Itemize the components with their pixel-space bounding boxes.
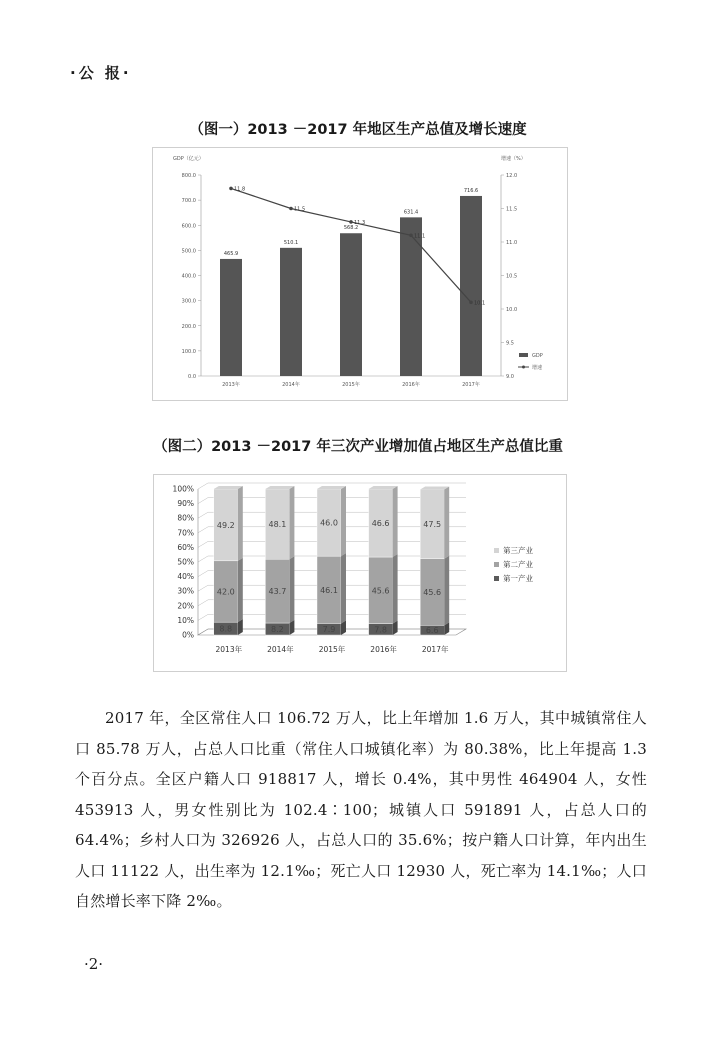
gdp-bar-label: 631.4 (403, 209, 419, 216)
segment-side (444, 556, 449, 626)
gdp-bar (340, 233, 362, 376)
x-tick-label: 2014年 (282, 382, 300, 388)
y-tick-label: 20% (177, 601, 194, 611)
right-tick-label: 11.0 (506, 240, 518, 246)
gdp-bar (220, 259, 242, 376)
growth-point-label: 11.3 (354, 219, 366, 226)
x-tick-label: 2016年 (402, 382, 420, 388)
growth-point-label: 10.1 (474, 300, 486, 307)
segment-side (289, 556, 294, 623)
left-tick-label: 0.0 (188, 374, 196, 380)
right-tick-label: 10.5 (506, 273, 518, 280)
legend-label: 第三产业 (503, 546, 533, 555)
grid-diagonal (198, 556, 208, 562)
growth-point (469, 301, 473, 305)
legend-gdp-swatch (519, 353, 528, 357)
y-tick-label: 90% (177, 499, 194, 509)
growth-point-label: 11.5 (294, 206, 306, 213)
y-tick-label: 30% (177, 586, 194, 596)
segment-side (393, 554, 398, 624)
figure2-title: （图二）2013 －2017 年三次产业增加值占地区生产总值比重 (153, 439, 563, 455)
x-tick-label: 2013年 (222, 382, 240, 388)
legend-label: 第一产业 (503, 574, 533, 583)
left-tick-label: 500.0 (181, 248, 196, 255)
gdp-bar-label: 465.9 (223, 250, 239, 257)
left-tick-label: 600.0 (181, 223, 196, 230)
grid-diagonal (198, 483, 208, 489)
right-tick-label: 9.0 (506, 374, 514, 380)
right-tick-label: 9.5 (506, 340, 514, 347)
y-tick-label: 60% (177, 542, 194, 552)
industry-share-chart-svg (154, 475, 566, 671)
segment-label: 48.1 (268, 520, 287, 530)
left-tick-label: 100.0 (181, 348, 196, 355)
legend-swatch (494, 576, 499, 581)
segment-label: 43.7 (268, 587, 287, 597)
growth-point (409, 234, 413, 238)
x-tick-label: 2013年 (215, 645, 243, 654)
bar-top (420, 486, 449, 489)
bar-top (265, 486, 294, 489)
body-text (75, 703, 647, 917)
left-tick-label: 800.0 (181, 173, 196, 179)
legend-growth-marker (522, 366, 525, 369)
population-paragraph: 2017 年，全区常住人口 106.72 万人，比上年增加 1.6 万人，其中城镇常住人口 85.78 万人，占总人口比重（常住人口城镇化率）为 80.38%，比上年提高 1.3 个百分点。全区户籍人口 918817 人，增长 0.4%，其中男性 464904 人，女性 453913 人，男女性别比为 102.4∶100；城镇人口 591891 人，占总人口的 64.4%；乡村人口为 326926 人，占总人口的 35.6%；按户籍人口计算，年内出生人口 11122 人，出生率为 12.1‰；死亡人口 12930 人，死亡率为 14.1‰；人口自然增长率下降 2‰。 (75, 709, 647, 910)
gdp-bar-label: 510.1 (283, 239, 299, 246)
y-tick-label: 50% (177, 557, 194, 567)
x-tick-label: 2017年 (462, 382, 480, 388)
legend-swatch (494, 562, 499, 567)
gdp-bar-label: 568.2 (343, 225, 359, 232)
legend-gdp-label: GDP (532, 353, 543, 359)
segment-side (444, 486, 449, 558)
figure1-title: （图一）2013 －2017 年地区生产总值及增长速度 (189, 122, 527, 138)
segment-label: 8.8 (219, 624, 233, 634)
legend-swatch (494, 548, 499, 553)
growth-point-label: 11.1 (414, 233, 426, 240)
bar-top (317, 486, 346, 489)
grid-diagonal (198, 498, 208, 504)
grid-diagonal (198, 571, 208, 577)
x-tick-label: 2016年 (370, 645, 397, 654)
segment-label: 7.9 (322, 625, 336, 635)
segment-side (341, 553, 346, 623)
page-number: ·2· (84, 955, 104, 973)
x-tick-label: 2015年 (318, 645, 346, 654)
left-tick-label: 400.0 (181, 273, 196, 280)
growth-point-label: 11.8 (234, 186, 246, 193)
segment-label: 47.5 (423, 520, 442, 530)
segment-label: 45.6 (371, 586, 390, 596)
segment-label: 6.6 (425, 626, 439, 636)
left-tick-label: 200.0 (181, 323, 196, 330)
gdp-bar (400, 217, 422, 376)
gdp-bar-label: 716.6 (463, 187, 479, 194)
grid-diagonal (198, 512, 208, 518)
grid-diagonal (198, 600, 208, 606)
right-axis-title: 增速（%） (501, 156, 526, 162)
segment-label: 45.6 (423, 588, 442, 598)
segment-side (238, 486, 243, 561)
segment-side (393, 486, 398, 557)
growth-point (289, 207, 293, 211)
growth-point (229, 187, 233, 191)
bar-top (214, 486, 243, 489)
right-tick-label: 10.0 (506, 307, 518, 313)
right-tick-label: 11.5 (506, 206, 518, 213)
x-tick-label: 2017年 (421, 645, 449, 654)
grid-diagonal (198, 614, 208, 620)
bar-top (369, 486, 398, 489)
gdp-bar (460, 196, 482, 376)
left-tick-label: 300.0 (181, 298, 196, 305)
section-header: ·公 报· (70, 64, 132, 82)
segment-side (341, 486, 346, 556)
segment-label: 8.2 (271, 625, 284, 635)
legend-growth-label: 增速 (532, 365, 543, 371)
segment-side (238, 558, 243, 622)
segment-label: 42.0 (216, 587, 235, 597)
industry-share-chart (153, 474, 567, 672)
y-tick-label: 10% (177, 615, 194, 625)
segment-side (289, 486, 294, 559)
gdp-bar (280, 248, 302, 376)
grid-diagonal (198, 541, 208, 547)
legend-label: 第二产业 (503, 560, 533, 569)
grid-diagonal (198, 585, 208, 591)
segment-label: 7.8 (374, 625, 387, 635)
segment-label: 49.2 (216, 520, 235, 530)
right-tick-label: 12.0 (506, 173, 518, 179)
segment-label: 46.1 (320, 585, 338, 595)
left-axis-title: GDP（亿元） (173, 156, 204, 162)
growth-point (349, 220, 353, 224)
left-tick-label: 700.0 (181, 198, 196, 205)
y-tick-label: 100% (172, 484, 194, 494)
segment-label: 46.6 (371, 519, 390, 529)
y-tick-label: 40% (177, 572, 194, 582)
gdp-growth-chart-svg (153, 148, 567, 400)
segment-label: 46.0 (320, 518, 338, 528)
y-tick-label: 80% (177, 513, 194, 523)
x-tick-label: 2014年 (267, 645, 294, 654)
x-tick-label: 2015年 (342, 382, 360, 388)
gdp-growth-chart (152, 147, 568, 401)
y-tick-label: 70% (177, 528, 194, 538)
y-tick-label: 0% (182, 630, 194, 640)
grid-diagonal (198, 527, 208, 533)
